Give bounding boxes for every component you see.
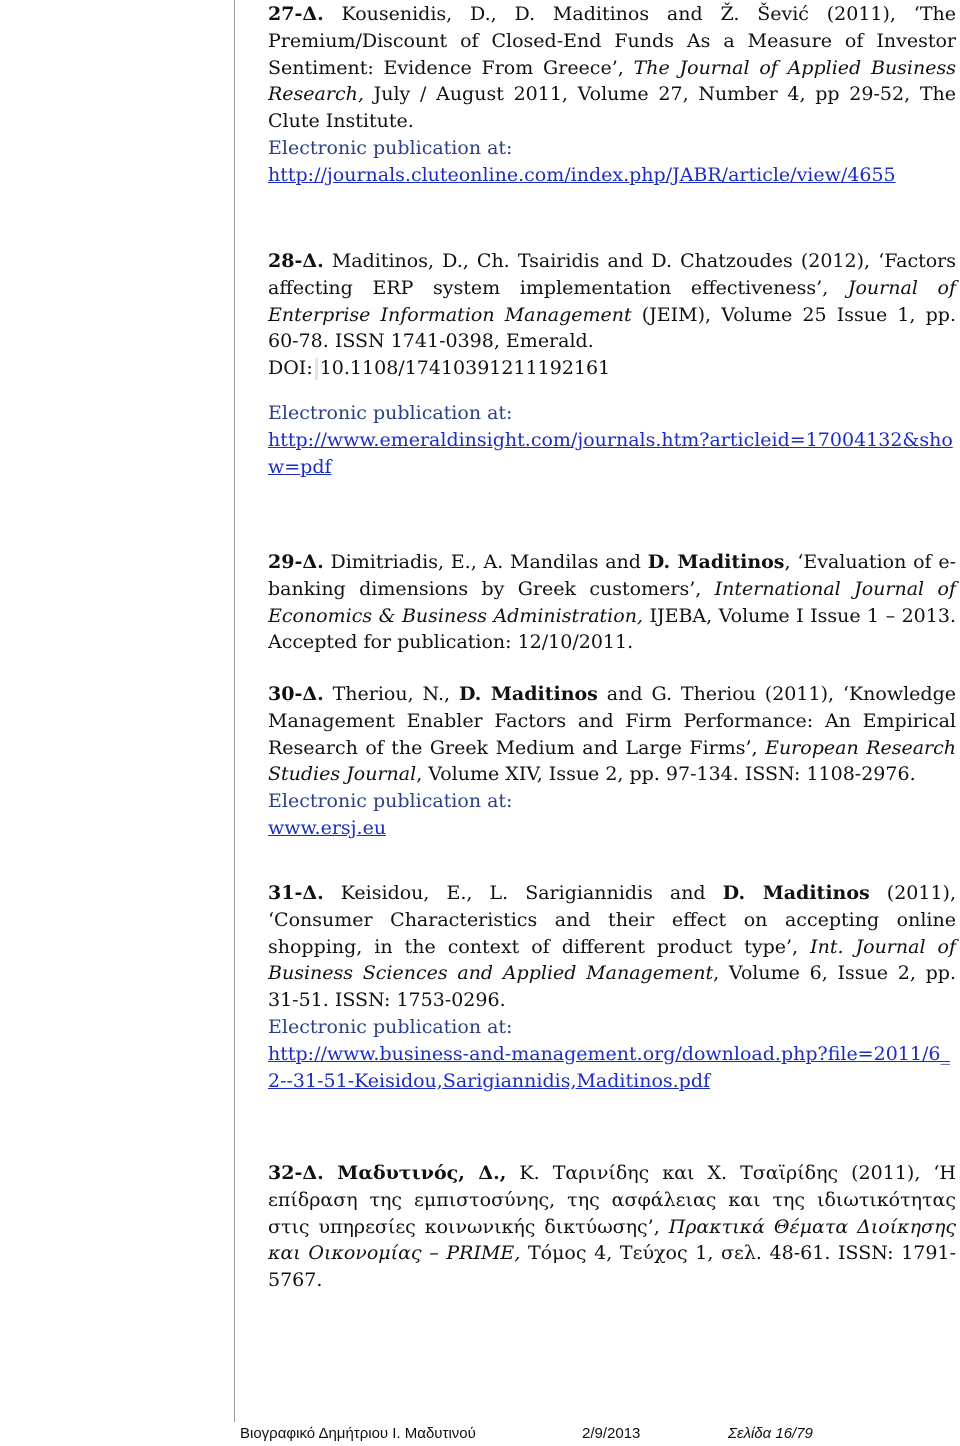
entry-number: 29-Δ. <box>268 551 324 573</box>
reference-text <box>268 1 956 135</box>
author-highlight: D. Maditinos <box>458 683 598 705</box>
author-highlight: D. Maditinos <box>647 551 785 573</box>
author-highlight: D. Maditinos <box>722 882 870 904</box>
citation-text: and G. Theriou (2011), ‘Knowledge Management Enabler Factors and Firm Performance: An Empirical Research of the Greek Medium and Large Firms’, <box>268 683 956 759</box>
citation-text: Kousenidis, D., D. Maditinos and Ž. Šević (2011), ‘The Premium/Discount of Closed-End Funds As a Measure of Investor Sentiment: Evidence From Greece’, <box>268 3 956 79</box>
reference-entry-29 <box>268 549 956 656</box>
journal-name: International Journal of Economics & Business Administration, <box>268 577 956 627</box>
doi-line <box>268 355 956 382</box>
citation-text: , ‘Evaluation of e-banking dimensions by Greek customers’, <box>268 551 956 600</box>
journal-name: Journal of Enterprise Information Management <box>268 276 956 326</box>
citation-text: IJEBA, Volume I Issue 1 – 2013. Accepted for publication: 12/10/2011. <box>268 604 956 654</box>
text-cursor-mark <box>315 358 318 380</box>
entry-number: 32-Δ. <box>268 1162 324 1184</box>
citation-text: Maditinos, D., Ch. Tsairidis and D. Chatzoudes (2012), ‘Factors affecting ERP system implementation effectiveness’, <box>268 250 956 299</box>
reference-text <box>268 681 956 788</box>
reference-entry-32 <box>268 1160 956 1294</box>
journal-name: European Research Studies Journal <box>268 736 956 786</box>
reference-text <box>268 549 956 656</box>
entry-number: 30-Δ. <box>268 683 324 705</box>
publication-label: Electronic publication at: <box>268 1015 513 1038</box>
citation-text: Keisidou, E., L. Sarigiannidis and <box>323 882 723 904</box>
journal-name: The Journal of Applied Business Research, <box>268 56 956 106</box>
publication-label: Electronic publication at: <box>268 401 513 424</box>
reference-entry-30 <box>268 681 956 842</box>
citation-text: , Volume 6, Issue 2, pp. 31-51. ISSN: 1753-0296. <box>268 962 956 1012</box>
publication-link[interactable]: www.ersj.eu <box>268 816 387 839</box>
publication-link[interactable]: http://journals.cluteonline.com/index.php/JABR/article/view/4655 <box>268 163 896 186</box>
reference-entry-28 <box>268 248 956 480</box>
doi-value: 10.1108/17410391211192161 <box>319 357 611 380</box>
publication-label: Electronic publication at: <box>268 136 513 159</box>
reference-text <box>268 1160 956 1294</box>
author-highlight: Μαδυτινός, Δ., <box>323 1162 507 1184</box>
citation-text: Dimitriadis, E., A. Mandilas and <box>323 551 648 573</box>
reference-entry-31 <box>268 880 956 1094</box>
citation-text: Κ. Ταρινίδης και Χ. Τσαϊρίδης (2011), ‘Η επίδραση της εμπιστοσύνης, της ασφάλειας και της ιδιωτικότητας στις υπηρεσίες κοινωνικής δικτύωσης’, <box>268 1162 956 1238</box>
reference-text <box>268 248 956 355</box>
footer-page-number: Σελίδα 16/79 <box>728 1425 813 1442</box>
reference-text <box>268 880 956 1014</box>
publication-link[interactable]: http://www.emeraldinsight.com/journals.htm?articleid=17004132&show=pdf <box>268 428 953 478</box>
journal-name: Int. Journal of Business Sciences and Applied Management <box>268 935 956 985</box>
citation-text: Τόμος 4, Τεύχος 1, σελ. 48-61. ISSN: 1791-5767. <box>268 1242 956 1292</box>
reference-entry-27 <box>268 1 956 189</box>
citation-text: (2011), ‘Consumer Characteristics and their effect on accepting online shopping, in the context of different product type’, <box>268 882 957 958</box>
entry-number: 28-Δ. <box>268 250 324 272</box>
footer-date: 2/9/2013 <box>582 1425 641 1442</box>
citation-text: July / August 2011, Volume 27, Number 4, pp 29-52, The Clute Institute. <box>268 83 956 133</box>
publication-label: Electronic publication at: <box>268 790 513 813</box>
doi-label: DOI: <box>268 357 313 380</box>
citation-text: (JEIM), Volume 25 Issue 1, pp. 60-78. ISSN 1741-0398, Emerald. <box>268 303 956 353</box>
publication-link[interactable]: http://www.business-and-management.org/download.php?file=2011/6_2--31-51-Keisidou,Sarigiannidis,Maditinos.pdf <box>268 1042 950 1092</box>
citation-text: , Volume XIV, Issue 2, pp. 97-134. ISSN: 1108-2976. <box>416 763 916 786</box>
citation-text: Theriou, N., <box>323 683 459 705</box>
page-footer <box>240 1425 956 1445</box>
footer-document-title: Βιογραφικό Δημήτριου Ι. Μαδυτινού <box>240 1425 476 1442</box>
entry-number: 27-Δ. <box>268 3 324 25</box>
journal-name: Πρακτικά Θέματα Διοίκησης και Οικονομίας – PRIME, <box>268 1215 956 1265</box>
entry-number: 31-Δ. <box>268 882 324 904</box>
left-margin-line <box>234 0 235 1422</box>
